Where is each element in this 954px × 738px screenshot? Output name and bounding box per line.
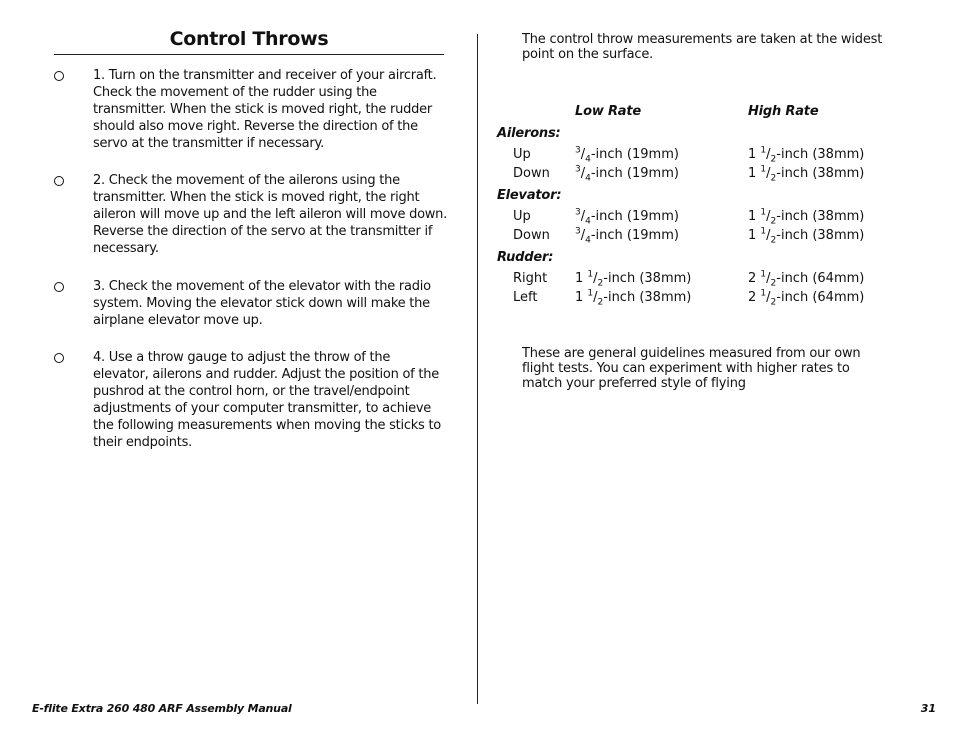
fraction-numerator: 1 bbox=[587, 288, 594, 299]
checkbox-circle-icon bbox=[54, 353, 64, 363]
value-whole: 1 bbox=[748, 228, 761, 243]
high-rate-value: 2 $^1/_2$-inch (64mm) bbox=[748, 269, 865, 289]
value-whole: 1 bbox=[575, 271, 588, 286]
step-text: 1. Turn on the transmitter and receiver of your aircraft. Check the movement of the rudder using the transmitter. When the stick is moved right, the rudder should also move right. Reverse the direction of the servo at the transmitter if necessary. bbox=[93, 68, 437, 151]
direction-label: Right bbox=[513, 271, 548, 286]
step-text: 4. Use a throw gauge to adjust the throw of the elevator, ailerons and rudder. Adjust the position of the pushrod at the control horn, or the travel/endpoint adjustments of your computer transmitter, to achieve the following measurements when moving the sticks to their endpoints. bbox=[93, 350, 442, 450]
fraction-numerator: 1 bbox=[760, 207, 767, 218]
column-divider bbox=[477, 34, 478, 704]
value-unit: -inch (38mm) bbox=[776, 166, 865, 181]
direction-label: Up bbox=[513, 209, 531, 224]
value-unit: -inch (38mm) bbox=[776, 209, 865, 224]
step-text: 3. Check the movement of the elevator with the radio system. Moving the elevator stick down will make the airplane elevator move up. bbox=[93, 279, 431, 328]
low-rate-value: $^3/_4$-inch (19mm) bbox=[575, 145, 679, 165]
page-number: 31 bbox=[920, 702, 936, 715]
value-whole: 2 bbox=[748, 290, 761, 305]
surface-label: Ailerons: bbox=[497, 126, 561, 141]
fraction-denominator: 2 bbox=[770, 278, 777, 289]
value-unit: -inch (38mm) bbox=[776, 228, 865, 243]
fraction-numerator: 1 bbox=[760, 145, 767, 156]
fraction-denominator: 4 bbox=[585, 173, 591, 184]
high-rate-value: 1 $^1/_2$-inch (38mm) bbox=[748, 207, 865, 227]
value-unit: -inch (38mm) bbox=[603, 290, 692, 305]
fraction-denominator: 4 bbox=[585, 235, 591, 246]
fraction-denominator: 2 bbox=[770, 216, 777, 227]
checkbox-circle-icon bbox=[54, 282, 64, 292]
value-unit: -inch (38mm) bbox=[776, 147, 865, 162]
value-whole: 1 bbox=[748, 209, 761, 224]
fraction-denominator: 2 bbox=[770, 173, 777, 184]
surface-label: Elevator: bbox=[497, 188, 562, 203]
high-rate-value: 1 $^1/_2$-inch (38mm) bbox=[748, 226, 865, 246]
direction-label: Down bbox=[513, 166, 550, 181]
low-rate-value: $^3/_4$-inch (19mm) bbox=[575, 226, 679, 246]
intro-text: The control throw measurements are taken at the widest point on the surface. bbox=[522, 32, 883, 62]
fraction-numerator: 3 bbox=[575, 145, 581, 156]
fraction-denominator: 2 bbox=[770, 154, 777, 165]
throw-row bbox=[497, 228, 897, 246]
low-rate-header: Low Rate bbox=[575, 104, 641, 119]
fraction-denominator: 2 bbox=[597, 297, 604, 308]
high-rate-value: 1 $^1/_2$-inch (38mm) bbox=[748, 145, 865, 165]
value-unit: -inch (19mm) bbox=[590, 228, 679, 243]
fraction-numerator: 1 bbox=[760, 164, 767, 175]
checkbox-circle-icon bbox=[54, 71, 64, 81]
low-rate-value: 1 $^1/_2$-inch (38mm) bbox=[575, 288, 692, 308]
step-text: 2. Check the movement of the ailerons using the transmitter. When the stick is moved right, the right aileron will move up and the left aileron will move down. Reverse the direction of the servo at the transmitter if necessary. bbox=[93, 173, 448, 256]
high-rate-value: 2 $^1/_2$-inch (64mm) bbox=[748, 288, 865, 308]
value-unit: -inch (64mm) bbox=[776, 290, 865, 305]
low-rate-value: $^3/_4$-inch (19mm) bbox=[575, 207, 679, 227]
value-unit: -inch (64mm) bbox=[776, 271, 865, 286]
fraction-denominator: 2 bbox=[597, 278, 604, 289]
fraction-denominator: 4 bbox=[585, 216, 591, 227]
value-unit: -inch (19mm) bbox=[590, 147, 679, 162]
fraction-numerator: 1 bbox=[760, 226, 767, 237]
fraction-numerator: 1 bbox=[760, 269, 767, 280]
surface-label: Rudder: bbox=[497, 250, 554, 265]
title-underline bbox=[54, 54, 444, 55]
throw-row bbox=[497, 271, 897, 289]
throw-row bbox=[497, 166, 897, 184]
value-whole: 1 bbox=[575, 290, 588, 305]
guidelines-note: These are general guidelines measured from our own flight tests. You can experiment with higher rates to match your preferred style of flying bbox=[522, 346, 861, 391]
value-unit: -inch (19mm) bbox=[590, 209, 679, 224]
low-rate-value: 1 $^1/_2$-inch (38mm) bbox=[575, 269, 692, 289]
high-rate-header: High Rate bbox=[748, 104, 819, 119]
footer-manual-title: E-flite Extra 260 480 ARF Assembly Manual bbox=[32, 702, 292, 715]
page-title: Control Throws bbox=[169, 28, 329, 50]
fraction-numerator: 1 bbox=[760, 288, 767, 299]
low-rate-value: $^3/_4$-inch (19mm) bbox=[575, 164, 679, 184]
value-unit: -inch (19mm) bbox=[590, 166, 679, 181]
value-unit: -inch (38mm) bbox=[603, 271, 692, 286]
direction-label: Left bbox=[513, 290, 538, 305]
fraction-numerator: 3 bbox=[575, 164, 581, 175]
fraction-numerator: 3 bbox=[575, 207, 581, 218]
direction-label: Down bbox=[513, 228, 550, 243]
high-rate-value: 1 $^1/_2$-inch (38mm) bbox=[748, 164, 865, 184]
throw-row bbox=[497, 209, 897, 227]
value-whole: 1 bbox=[748, 147, 761, 162]
throw-row bbox=[497, 290, 897, 308]
throw-row bbox=[497, 147, 897, 165]
fraction-numerator: 1 bbox=[587, 269, 594, 280]
checkbox-circle-icon bbox=[54, 176, 64, 186]
value-whole: 2 bbox=[748, 271, 761, 286]
fraction-denominator: 2 bbox=[770, 235, 777, 246]
value-whole: 1 bbox=[748, 166, 761, 181]
fraction-denominator: 4 bbox=[585, 154, 591, 165]
fraction-numerator: 3 bbox=[575, 226, 581, 237]
direction-label: Up bbox=[513, 147, 531, 162]
fraction-denominator: 2 bbox=[770, 297, 777, 308]
